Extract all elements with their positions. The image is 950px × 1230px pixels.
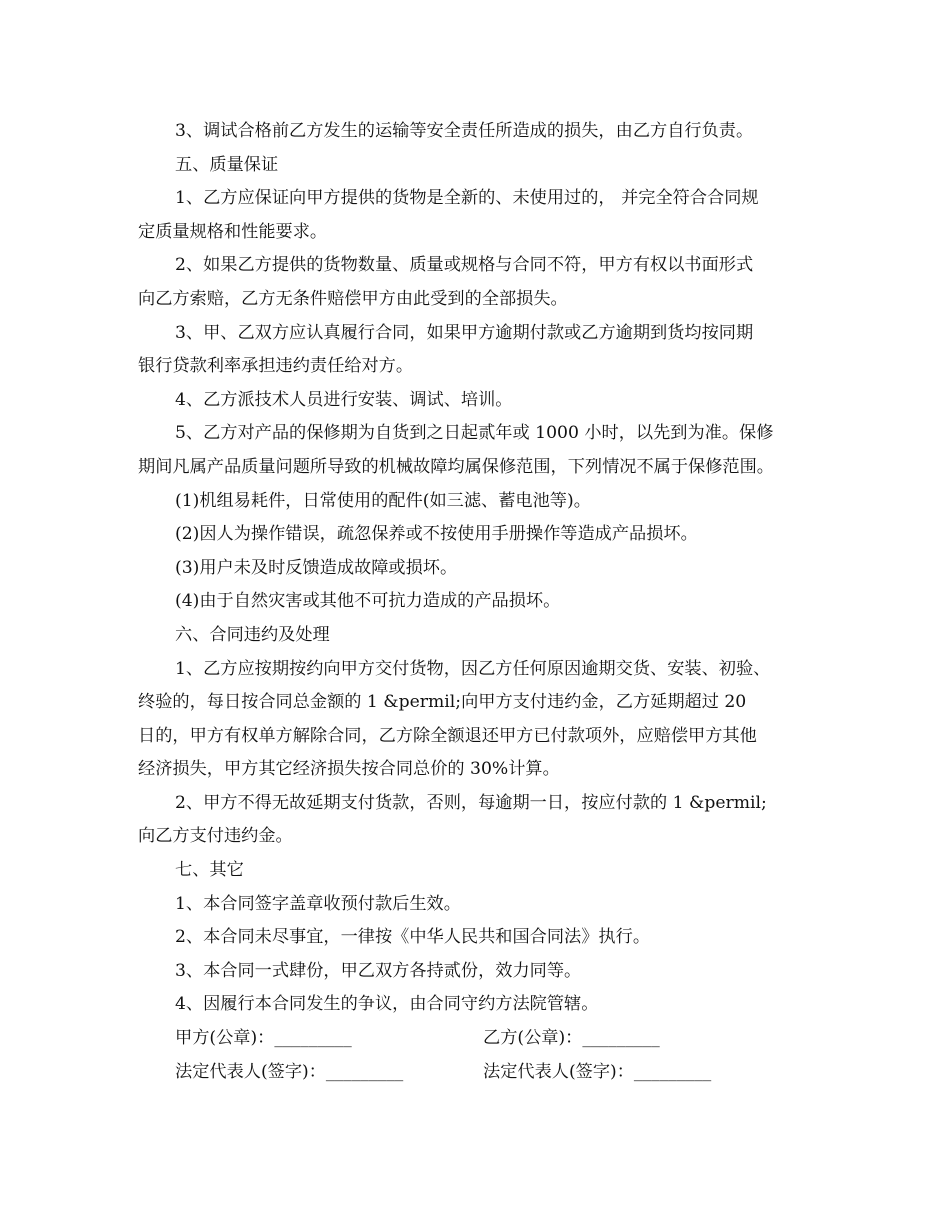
section-heading: 七、其它 [175, 860, 244, 881]
signature-row [138, 1023, 828, 1053]
clause-line: 4、因履行本合同发生的争议，由合同守约方法院管辖。 [175, 994, 599, 1015]
clause-line: 3、甲、乙双方应认真履行合同，如果甲方逾期付款或乙方逾期到货均按同期 [175, 322, 754, 343]
document-body [138, 116, 828, 1090]
clause-line: 期间凡属产品质量问题所导致的机械故障均属保修范围，下列情况不属于保修范围。 [138, 456, 774, 477]
section-heading: 五、质量保证 [175, 154, 279, 175]
clause-line: 向乙方支付违约金。 [138, 826, 293, 847]
clause-line: 1、乙方应按期按约向甲方交付货物，因乙方任何原因逾期交货、安装、初验、 [175, 658, 771, 679]
clause-line: (4)由于自然灾害或其他不可抗力造成的产品损坏。 [175, 591, 561, 612]
clause-line: 4、乙方派技术人员进行安装、调试、培训。 [175, 389, 513, 410]
clause-line: 终验的，每日按合同总金额的 1 &permil;向甲方支付违约金，乙方延期超过 20 [138, 692, 747, 713]
clause-line: 5、乙方对产品的保修期为自货到之日起贰年或 1000 小时，以先到为准。保修 [175, 423, 774, 444]
party-a-seal-field: 甲方(公章)：_________ [175, 1028, 352, 1049]
clause-line: (2)因人为操作错误，疏忽保养或不按使用手册操作等造成产品损坏。 [175, 524, 698, 545]
clause-line: 向乙方索赔，乙方无条件赔偿甲方由此受到的全部损失。 [138, 288, 568, 309]
signature-row [138, 1057, 828, 1087]
clause-line: 2、本合同未尽事宜，一律按《中华人民共和国合同法》执行。 [175, 927, 651, 948]
section-heading: 六、合同违约及处理 [175, 624, 330, 645]
party-a-representative-field: 法定代表人(签字)：_________ [175, 1061, 404, 1082]
clause-line: 3、调试合格前乙方发生的运输等安全责任所造成的损失，由乙方自行负责。 [175, 121, 754, 141]
clause-line: 定质量规格和性能要求。 [138, 221, 328, 242]
clause-line: (3)用户未及时反馈造成故障或损坏。 [175, 557, 458, 578]
clause-line: 银行贷款利率承担违约责任给对方。 [138, 356, 414, 377]
clause-line: 1、本合同签字盖章收预付款后生效。 [175, 893, 461, 914]
clause-line: 3、本合同一式肆份，甲乙双方各持贰份，效力同等。 [175, 960, 582, 981]
party-b-seal-field: 乙方(公章)：_________ [483, 1028, 660, 1049]
clause-line: 2、甲方不得无故延期支付货款，否则，每逾期一日，按应付款的 1 &permil; [175, 792, 767, 813]
clause-line: 日的，甲方有权单方解除合同，乙方除全额退还甲方已付款项外，应赔偿甲方其他 [138, 725, 757, 746]
party-b-representative-field: 法定代表人(签字)：_________ [483, 1061, 712, 1082]
clause-line: 2、如果乙方提供的货物数量、质量或规格与合同不符，甲方有权以书面形式 [175, 255, 754, 276]
clause-line: (1)机组易耗件，日常使用的配件(如三滤、蓄电池等)。 [175, 490, 591, 511]
clause-line: 经济损失，甲方其它经济损失按合同总价的 30%计算。 [138, 759, 560, 780]
clause-line: 1、乙方应保证向甲方提供的货物是全新的、未使用过的， 并完全符合合同规 [175, 188, 759, 209]
